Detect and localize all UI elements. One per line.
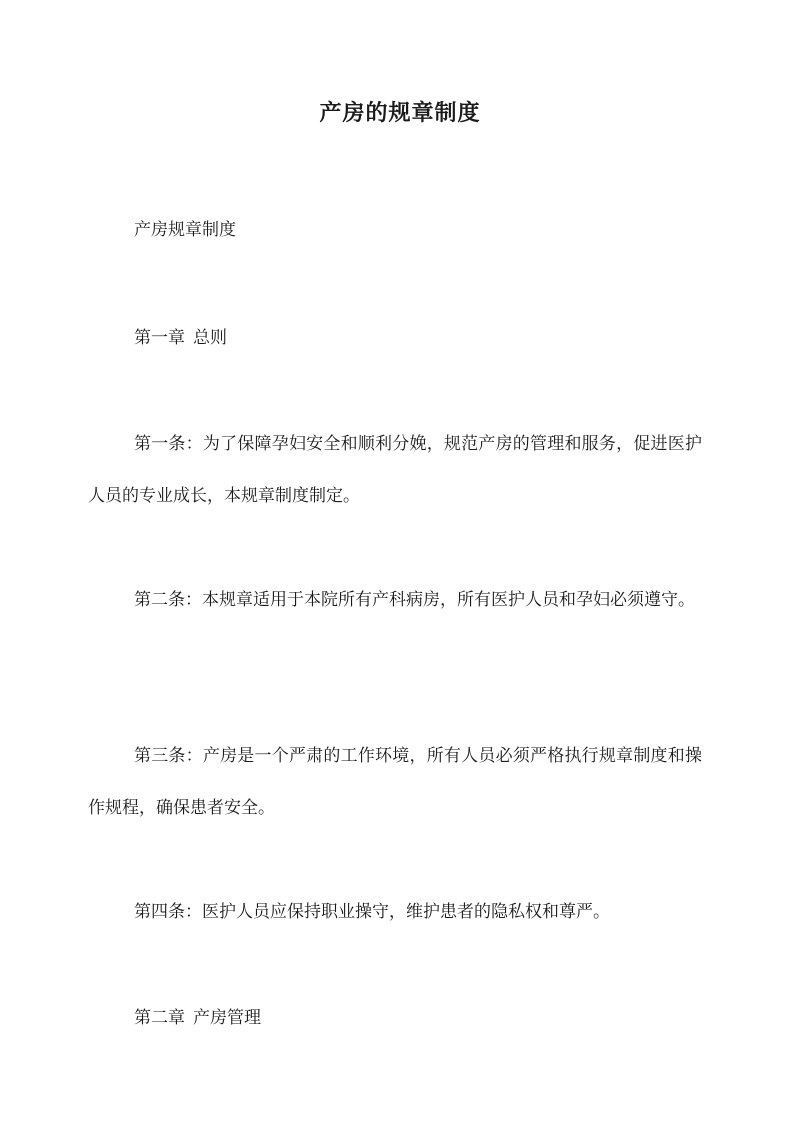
chapter-1-number: 第一章 bbox=[134, 328, 185, 348]
document-subtitle: 产房规章制度 bbox=[134, 220, 236, 240]
chapter-2-name: 产房管理 bbox=[193, 1008, 261, 1028]
article-2: 第二条：本规章适用于本院所有产科病房，所有医护人员和孕妇必须遵守。 bbox=[134, 590, 695, 610]
document-title: 产房的规章制度 bbox=[319, 100, 481, 126]
chapter-2-number: 第二章 bbox=[134, 1008, 185, 1028]
chapter-1-heading bbox=[88, 312, 702, 364]
article-1: 第一条：为了保障孕妇安全和顺利分娩，规范产房的管理和服务，促进医护人员的专业成长，本规章制度制定。 bbox=[88, 434, 702, 506]
article-4: 第四条：医护人员应保持职业操守，维护患者的隐私权和尊严。 bbox=[134, 902, 610, 922]
article-3: 第三条：产房是一个严肃的工作环境，所有人员必须严格执行规章制度和操作规程，确保患者安全。 bbox=[88, 746, 702, 818]
chapter-2-heading bbox=[88, 992, 702, 1044]
chapter-1-name: 总则 bbox=[193, 328, 227, 348]
